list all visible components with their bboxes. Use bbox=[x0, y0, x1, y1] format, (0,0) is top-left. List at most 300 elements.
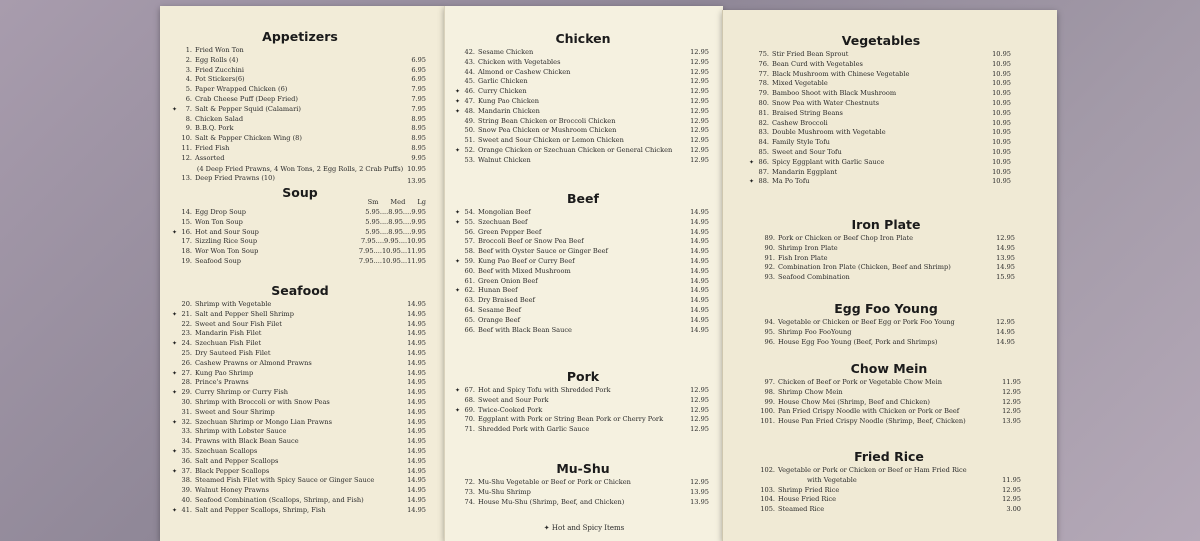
item-price: 14.95 bbox=[407, 407, 426, 416]
mushu-title: Mu-Shu bbox=[556, 461, 610, 476]
item-number: 9. bbox=[185, 124, 192, 133]
item-name: Double Mushroom with Vegetable bbox=[772, 128, 886, 137]
list-item bbox=[751, 70, 1011, 80]
list-item bbox=[174, 418, 426, 428]
item-price: 12.95 bbox=[690, 87, 709, 96]
item-number: 46. bbox=[464, 87, 475, 96]
list-item bbox=[751, 158, 1011, 168]
item-name: Black Pepper Scallops bbox=[195, 466, 270, 475]
item-name: Wor Won Ton Soup bbox=[195, 247, 259, 256]
list-item bbox=[757, 328, 1015, 338]
item-number: 49. bbox=[464, 116, 475, 125]
item-name: Szechuan Fish Filet bbox=[195, 339, 262, 348]
item-number: 70. bbox=[464, 415, 475, 424]
item-price: 14.95 bbox=[407, 476, 426, 485]
mushu-section bbox=[457, 460, 709, 507]
item-price: 14.95 bbox=[407, 417, 426, 426]
item-number: 43. bbox=[464, 57, 475, 66]
item-number: 101. bbox=[760, 417, 775, 426]
item-price: 10.95 bbox=[992, 118, 1011, 127]
beef-section bbox=[457, 190, 709, 335]
list-item bbox=[174, 257, 426, 267]
item-price: 14.95 bbox=[996, 327, 1015, 336]
item-number: 64. bbox=[464, 305, 475, 314]
list-item bbox=[457, 386, 709, 396]
hot-spicy-icon: ✦ bbox=[455, 146, 461, 154]
item-number: 26. bbox=[181, 358, 192, 367]
item-price: 13.95 bbox=[1002, 417, 1021, 426]
list-item bbox=[174, 486, 426, 496]
hot-spicy-icon: ✦ bbox=[455, 107, 461, 115]
item-name: Seafood Combination bbox=[778, 273, 850, 282]
item-price: 10.95 bbox=[992, 69, 1011, 78]
list-item bbox=[457, 87, 709, 97]
item-number: 102. bbox=[760, 466, 775, 474]
item-price: 8.95 bbox=[411, 143, 426, 152]
list-item bbox=[457, 257, 709, 267]
item-name: Sweet and Sour Tofu bbox=[772, 147, 842, 156]
item-number: 57. bbox=[464, 237, 475, 246]
item-number: 15. bbox=[181, 217, 192, 226]
item-number: 22. bbox=[181, 319, 192, 328]
item-number: 31. bbox=[181, 407, 192, 416]
item-number: 38. bbox=[181, 476, 192, 485]
list-item bbox=[174, 75, 426, 85]
item-number: 98. bbox=[764, 387, 775, 396]
hot-spicy-icon: ✦ bbox=[455, 97, 461, 105]
list-item bbox=[174, 476, 426, 486]
item-name: Hunan Beef bbox=[478, 286, 518, 295]
list-item bbox=[174, 247, 426, 257]
item-number: 85. bbox=[758, 147, 769, 156]
item-name: Sweet and Sour Shrimp bbox=[195, 407, 275, 416]
list-item bbox=[174, 237, 426, 247]
item-price: 7.95....9.95....10.95 bbox=[360, 237, 426, 246]
item-name: Szechuan Shrimp or Mongo Lian Prawns bbox=[195, 417, 332, 426]
iron-plate-section bbox=[757, 216, 1015, 283]
item-name: Shrimp with Broccoli or with Snow Peas bbox=[195, 397, 330, 406]
item-name: Ma Po Tofu bbox=[772, 177, 810, 186]
list-item bbox=[174, 56, 426, 66]
item-number: 45. bbox=[464, 77, 475, 86]
list-item bbox=[174, 369, 426, 379]
hot-spicy-icon: ✦ bbox=[455, 218, 461, 226]
item-name: Kung Pao Chicken bbox=[478, 96, 539, 105]
item-price: 14.95 bbox=[407, 300, 426, 308]
item-price: 12.95 bbox=[690, 106, 709, 115]
item-price: 7.95 bbox=[411, 85, 426, 94]
list-item bbox=[757, 495, 1021, 505]
item-number: 68. bbox=[464, 395, 475, 404]
item-number: 59. bbox=[464, 256, 475, 265]
item-name: Hot and Sour Soup bbox=[195, 227, 259, 236]
item-number: 3. bbox=[185, 65, 192, 74]
list-item bbox=[751, 148, 1011, 158]
item-price: 14.95 bbox=[690, 237, 709, 246]
list-item bbox=[757, 263, 1015, 273]
item-price: 12.95 bbox=[996, 318, 1015, 326]
list-item bbox=[757, 318, 1015, 328]
item-name: Combination Iron Plate (Chicken, Beef and Shrimp) bbox=[778, 263, 951, 272]
item-name: Seafood Combination (Scallops, Shrimp, and Fish) bbox=[195, 495, 364, 504]
hot-spicy-icon: ✦ bbox=[543, 524, 550, 532]
beef-list bbox=[457, 208, 709, 335]
egg-foo-young-title: Egg Foo Young bbox=[834, 301, 938, 316]
item-price: 10.95 bbox=[992, 128, 1011, 137]
item-number: 74. bbox=[464, 497, 475, 506]
item-name: Curry Shrimp or Curry Fish bbox=[195, 388, 288, 397]
item-price: 14.95 bbox=[690, 208, 709, 216]
list-item bbox=[457, 228, 709, 238]
item-price: 14.95 bbox=[690, 247, 709, 256]
item-name: Beef with Black Bean Sauce bbox=[478, 325, 572, 334]
chicken-title: Chicken bbox=[555, 31, 611, 46]
item-price: 10.95 bbox=[992, 50, 1011, 58]
list-item bbox=[174, 124, 426, 134]
list-item bbox=[751, 138, 1011, 148]
list-item bbox=[757, 476, 1021, 486]
item-name: Assorted bbox=[195, 153, 225, 162]
item-name: Sweet and Sour Pork bbox=[478, 395, 549, 404]
item-number: 69. bbox=[464, 405, 475, 414]
item-name: Mixed Vegetable bbox=[772, 79, 828, 88]
item-number: 10. bbox=[181, 134, 192, 143]
item-price: 14.95 bbox=[407, 339, 426, 348]
item-number: 92. bbox=[764, 263, 775, 272]
item-name: Pan Fried Crispy Noodle with Chicken or Pork or Beef bbox=[778, 407, 960, 416]
hot-spicy-icon: ✦ bbox=[172, 105, 178, 113]
list-item bbox=[174, 437, 426, 447]
item-name: Orange Beef bbox=[478, 315, 521, 324]
list-item bbox=[457, 396, 709, 406]
item-price: 8.95 bbox=[411, 114, 426, 123]
item-number: 84. bbox=[758, 138, 769, 147]
item-price: 7.95 bbox=[411, 104, 426, 113]
item-price: 12.95 bbox=[690, 425, 709, 434]
list-item bbox=[174, 349, 426, 359]
list-item bbox=[457, 306, 709, 316]
item-name: Sesame Chicken bbox=[478, 48, 534, 56]
item-price: 10.95 bbox=[992, 59, 1011, 68]
list-item bbox=[457, 208, 709, 218]
soup-section bbox=[174, 184, 426, 267]
item-number: 33. bbox=[181, 427, 192, 436]
item-name: Hot and Spicy Tofu with Shredded Pork bbox=[478, 386, 611, 394]
item-number: 7. bbox=[185, 104, 192, 113]
item-price: 10.95 bbox=[992, 157, 1011, 166]
list-item bbox=[174, 457, 426, 467]
item-name: Salt and Pepper Scallops, Shrimp, Fish bbox=[195, 505, 326, 514]
item-number: 6. bbox=[185, 94, 192, 103]
chow-mein-title: Chow Mein bbox=[850, 361, 928, 376]
item-name: Szechuan Beef bbox=[478, 217, 528, 226]
item-price: 12.95 bbox=[690, 116, 709, 125]
item-number: 30. bbox=[181, 397, 192, 406]
list-item bbox=[174, 398, 426, 408]
item-name: Shrimp Fried Rice bbox=[778, 485, 840, 494]
list-item bbox=[457, 286, 709, 296]
assorted-note bbox=[174, 164, 426, 174]
item-name: Mongolian Beef bbox=[478, 208, 531, 216]
list-item bbox=[174, 144, 426, 154]
item-name: Mandarin Eggplant bbox=[772, 167, 838, 176]
item-price: 11.95 bbox=[1002, 475, 1021, 484]
item-price: 8.95 bbox=[411, 134, 426, 143]
list-item bbox=[174, 427, 426, 437]
item-price: 12.95 bbox=[690, 48, 709, 56]
item-name: Dry Sauteed Fish Filet bbox=[195, 348, 271, 357]
list-item bbox=[174, 66, 426, 76]
item-number: 20. bbox=[181, 300, 192, 308]
item-number: 41. bbox=[181, 505, 192, 514]
item-name: Salt and Pepper Scallops bbox=[195, 456, 279, 465]
item-number: 52. bbox=[464, 145, 475, 154]
list-item bbox=[751, 99, 1011, 109]
item-name: Crab Cheese Puff (Deep Fried) bbox=[195, 94, 298, 103]
item-price: 14.95 bbox=[407, 466, 426, 475]
item-price: 14.95 bbox=[407, 348, 426, 357]
item-name: Bean Curd with Vegetables bbox=[772, 59, 863, 68]
item-price: 12.95 bbox=[690, 415, 709, 424]
item-number: 71. bbox=[464, 425, 475, 434]
item-number: 27. bbox=[181, 368, 192, 377]
list-item bbox=[174, 447, 426, 457]
item-name: Braised String Beans bbox=[772, 108, 843, 117]
list-item bbox=[757, 273, 1015, 283]
item-price: 14.95 bbox=[996, 263, 1015, 272]
item-number: 76. bbox=[758, 59, 769, 68]
item-number: 90. bbox=[764, 243, 775, 252]
item-name: Family Style Tofu bbox=[772, 138, 830, 147]
item-name: Chicken Salad bbox=[195, 114, 244, 123]
item-price: 3.00 bbox=[1006, 505, 1021, 514]
vegetables-section bbox=[751, 32, 1011, 187]
item-number: 91. bbox=[764, 253, 775, 262]
item-name: Steamed Fish Filet with Spicy Sauce or Ginger Sauce bbox=[195, 476, 375, 485]
item-name: Prawns with Black Bean Sauce bbox=[195, 437, 299, 446]
soup-list bbox=[174, 208, 426, 267]
item-number: 4. bbox=[185, 75, 192, 84]
item-name: Egg Drop Soup bbox=[195, 208, 247, 216]
item-number: 63. bbox=[464, 296, 475, 305]
list-item bbox=[757, 254, 1015, 264]
list-item bbox=[174, 115, 426, 125]
item-price: 12.95 bbox=[690, 395, 709, 404]
item-name: House Mu-Shu (Shrimp, Beef, and Chicken) bbox=[478, 497, 625, 506]
item-number: 1. bbox=[185, 46, 192, 54]
list-item bbox=[174, 85, 426, 95]
item-number: 18. bbox=[181, 247, 192, 256]
list-item bbox=[457, 498, 709, 508]
item-number: 29. bbox=[181, 388, 192, 397]
list-item bbox=[457, 326, 709, 336]
item-name: Broccoli Beef or Snow Pea Beef bbox=[478, 237, 584, 246]
item-number: 97. bbox=[764, 378, 775, 386]
list-item bbox=[757, 378, 1021, 388]
hot-spicy-icon: ✦ bbox=[455, 287, 461, 295]
item-price: 10.95 bbox=[992, 108, 1011, 117]
item-number: 51. bbox=[464, 136, 475, 145]
item-name: Deep Fried Prawns (10) bbox=[195, 173, 275, 182]
item-price: 12.95 bbox=[1002, 495, 1021, 504]
item-number: 82. bbox=[758, 118, 769, 127]
item-number: 44. bbox=[464, 67, 475, 76]
item-name: Beef with Mixed Mushroom bbox=[478, 266, 571, 275]
item-price: 12.95 bbox=[1002, 407, 1021, 416]
item-name: Seafood Soup bbox=[195, 256, 242, 265]
item-price: 12.95 bbox=[690, 155, 709, 164]
item-price: 12.95 bbox=[996, 234, 1015, 242]
item-number: 88. bbox=[758, 177, 769, 186]
chicken-section bbox=[457, 30, 709, 166]
item-price: 6.95 bbox=[411, 75, 426, 84]
hot-spicy-icon: ✦ bbox=[172, 340, 178, 348]
hot-spicy-icon: ✦ bbox=[455, 209, 461, 216]
item-price: 12.95 bbox=[690, 67, 709, 76]
item-price: 14.95 bbox=[407, 495, 426, 504]
item-number: 99. bbox=[764, 397, 775, 406]
list-item bbox=[174, 208, 426, 218]
item-name: Kung Pao Shrimp bbox=[195, 368, 254, 377]
item-name: Kung Pao Beef or Curry Beef bbox=[478, 256, 575, 265]
vegetables-title: Vegetables bbox=[841, 33, 921, 48]
list-item bbox=[757, 505, 1021, 515]
item-name: Snow Pea Chicken or Mushroom Chicken bbox=[478, 126, 617, 135]
item-price: 15.95 bbox=[996, 273, 1015, 282]
item-name: Mandarin Chicken bbox=[478, 106, 540, 115]
item-price: 14.95 bbox=[407, 456, 426, 465]
list-item bbox=[457, 58, 709, 68]
item-name: Chicken with Vegetables bbox=[478, 57, 561, 66]
list-item bbox=[457, 156, 709, 166]
hot-spicy-icon: ✦ bbox=[172, 418, 178, 426]
item-number: 81. bbox=[758, 108, 769, 117]
item-price: 14.95 bbox=[407, 368, 426, 377]
list-item bbox=[457, 296, 709, 306]
hot-spicy-icon: ✦ bbox=[172, 506, 178, 514]
item-price: 10.95 bbox=[992, 79, 1011, 88]
item-number: 34. bbox=[181, 437, 192, 446]
item-number: 58. bbox=[464, 247, 475, 256]
list-item bbox=[174, 388, 426, 398]
list-item bbox=[457, 146, 709, 156]
item-number: 73. bbox=[464, 487, 475, 496]
item-name: Dry Braised Beef bbox=[478, 296, 535, 305]
item-price: 7.95....10.95...11.95 bbox=[358, 247, 426, 256]
list-item bbox=[457, 77, 709, 87]
item-name: Chicken of Beef or Pork or Vegetable Chow Mein bbox=[778, 378, 942, 386]
item-name: Walnut Honey Prawns bbox=[195, 486, 269, 495]
item-name: Fish Iron Plate bbox=[778, 253, 828, 262]
chicken-list bbox=[457, 48, 709, 166]
list-item bbox=[751, 50, 1011, 60]
list-item bbox=[757, 244, 1015, 254]
item-number: 66. bbox=[464, 325, 475, 334]
item-name: Garlic Chicken bbox=[478, 77, 528, 86]
hot-spicy-icon: ✦ bbox=[172, 228, 178, 236]
fried-rice-section bbox=[757, 448, 1021, 515]
item-number: 32. bbox=[181, 417, 192, 426]
beef-title: Beef bbox=[567, 191, 599, 206]
item-name: B.B.Q. Pork bbox=[195, 124, 234, 133]
item-number: 72. bbox=[464, 478, 475, 486]
item-number: 95. bbox=[764, 327, 775, 336]
list-item bbox=[457, 425, 709, 435]
item-name: Bamboo Shoot with Black Mushroom bbox=[772, 89, 897, 98]
item-name: Fried Fish bbox=[195, 143, 230, 152]
list-item bbox=[457, 316, 709, 326]
hot-spicy-legend-text: Hot and Spicy Items bbox=[551, 524, 625, 532]
item-name: Shrimp with Vegetable bbox=[195, 300, 272, 308]
item-price: 14.95 bbox=[996, 243, 1015, 252]
item-name: House Chow Mei (Shrimp, Beef and Chicken) bbox=[778, 397, 930, 406]
item-name: Shrimp Chow Mein bbox=[778, 387, 843, 396]
item-price: 12.95 bbox=[1002, 397, 1021, 406]
item-number: 60. bbox=[464, 266, 475, 275]
hot-spicy-icon: ✦ bbox=[455, 387, 461, 394]
item-name: Shredded Pork with Garlic Sauce bbox=[478, 425, 590, 434]
item-number: 67. bbox=[464, 386, 475, 394]
item-price: 9.95 bbox=[411, 153, 426, 162]
item-number: 56. bbox=[464, 227, 475, 236]
item-price: 14.95 bbox=[407, 309, 426, 318]
item-number: 80. bbox=[758, 98, 769, 107]
item-number: 86. bbox=[758, 157, 769, 166]
menu-panel-middle bbox=[444, 6, 723, 541]
list-item bbox=[457, 488, 709, 498]
appetizers-list bbox=[174, 46, 426, 164]
item-price: 14.95 bbox=[690, 256, 709, 265]
item-number: 42. bbox=[464, 48, 475, 56]
hot-spicy-icon: ✦ bbox=[172, 447, 178, 455]
item-name: Cashew Prawns or Almond Prawns bbox=[195, 358, 312, 367]
hot-spicy-icon: ✦ bbox=[455, 88, 461, 96]
list-item bbox=[174, 320, 426, 330]
item-name: Sesame Beef bbox=[478, 305, 522, 314]
item-name: Beef with Oyster Sauce or Ginger Beef bbox=[478, 247, 608, 256]
hot-spicy-icon: ✦ bbox=[749, 158, 755, 166]
item-number: 24. bbox=[181, 339, 192, 348]
item-number: 25. bbox=[181, 348, 192, 357]
item-price: 14.95 bbox=[407, 329, 426, 338]
item-price: 7.95....10.95...11.95 bbox=[358, 256, 426, 265]
item-name: House Pan Fried Crispy Noodle (Shrimp, Beef, Chicken) bbox=[778, 417, 966, 426]
item-price: 6.95 bbox=[411, 55, 426, 64]
pork-section bbox=[457, 368, 709, 435]
list-item bbox=[751, 119, 1011, 129]
item-name: Black Mushroom with Chinese Vegetable bbox=[772, 69, 910, 78]
item-name: Shrimp Iron Plate bbox=[778, 243, 838, 252]
item-price: 13.95 bbox=[996, 253, 1015, 262]
assorted-note-text: (4 Deep Fried Prawns, 4 Won Tons, 2 Egg Rolls, 2 Crab Puffs) bbox=[196, 164, 404, 173]
seafood-list bbox=[174, 300, 426, 516]
item-price: 14.95 bbox=[407, 486, 426, 495]
item-price: 5.95....8.95....9.95 bbox=[365, 208, 426, 216]
item-name: Snow Pea with Water Chestnuts bbox=[772, 98, 879, 107]
list-item bbox=[751, 128, 1011, 138]
hot-spicy-icon: ✦ bbox=[455, 257, 461, 265]
list-item bbox=[457, 107, 709, 117]
item-price: 14.95 bbox=[690, 286, 709, 295]
item-number: 79. bbox=[758, 89, 769, 98]
item-price: 14.95 bbox=[407, 319, 426, 328]
menu-panel-right bbox=[722, 10, 1057, 541]
item-number: 14. bbox=[181, 208, 192, 216]
item-number: 65. bbox=[464, 315, 475, 324]
list-item bbox=[757, 486, 1021, 496]
list-item bbox=[174, 154, 426, 164]
item-price: 14.95 bbox=[407, 358, 426, 367]
